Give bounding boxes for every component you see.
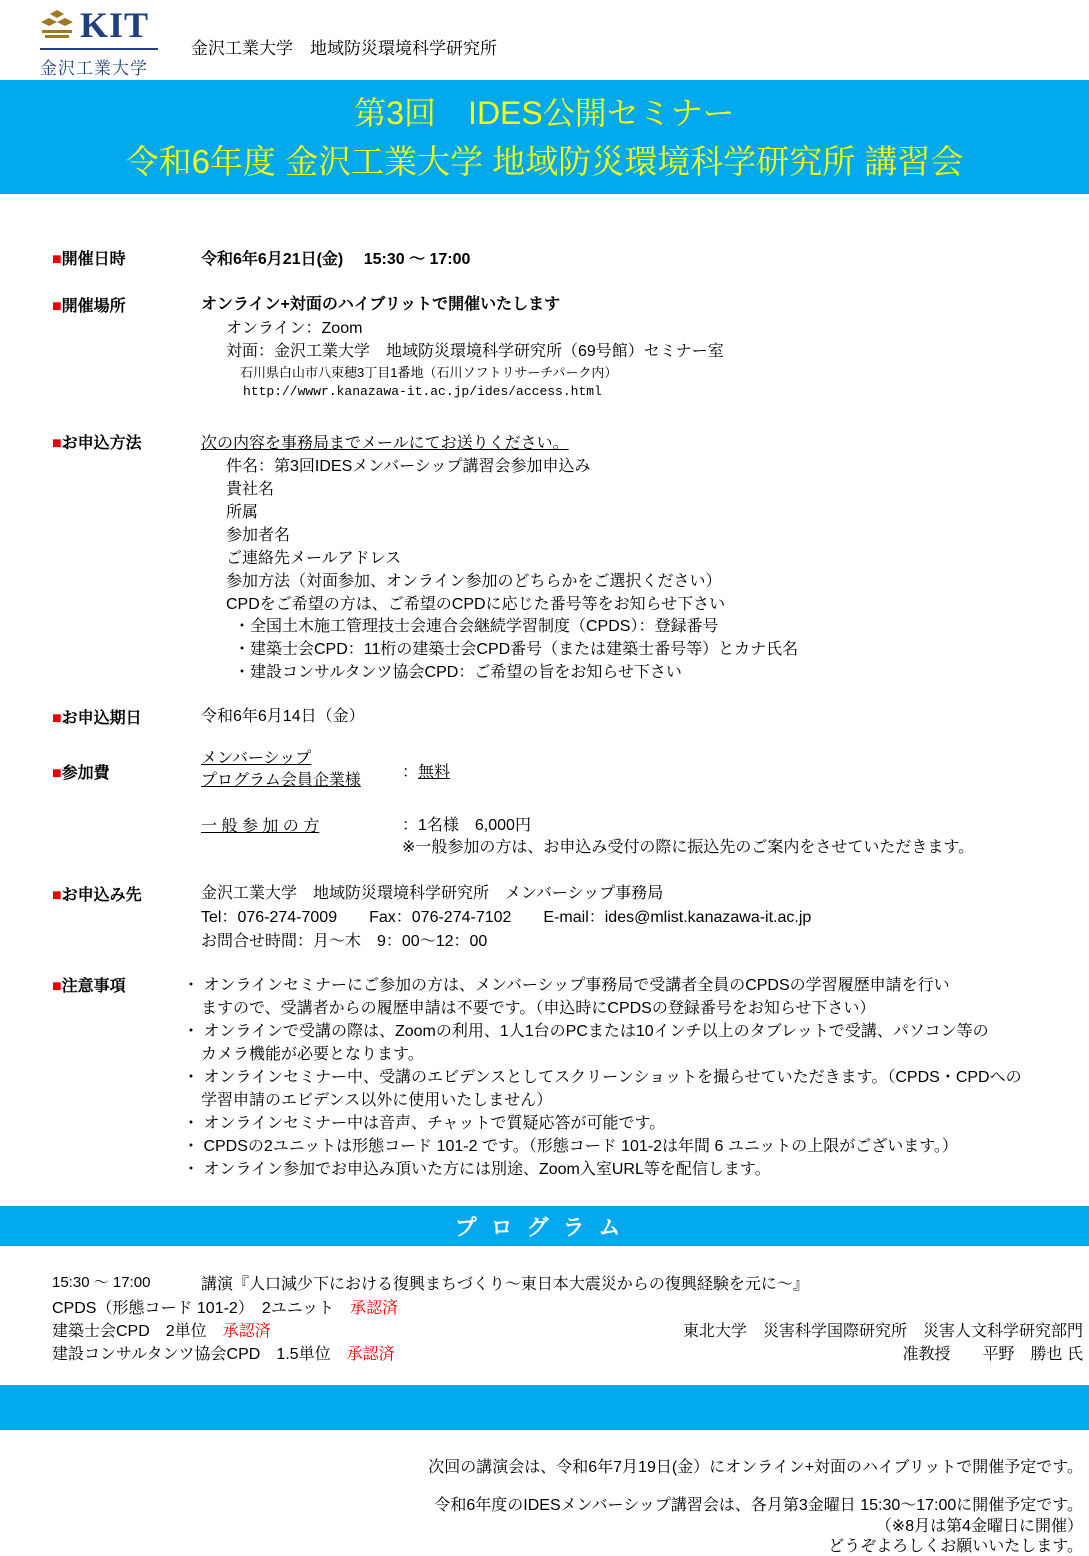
- program-lecture: 講演『人口減少下における復興まちづくり～東日本大震災からの復興経験を元に～』: [201, 1276, 809, 1293]
- note-line: 学習申請のエビデンス以外に使用いたしません）: [201, 1092, 553, 1109]
- cpd-item: ・建築士会CPD：11桁の建築士会CPD番号（または建築士番号等）とカナ氏名: [234, 641, 799, 658]
- note-line: カメラ機能が必要となります。: [201, 1046, 424, 1063]
- program-consul: 建設コンサルタンツ協会CPD 1.5単位 承認済: [52, 1346, 395, 1363]
- apply-item: 件名：第3回IDESメンバーシップ講習会参加申込み: [226, 458, 591, 475]
- fee-general-note: ※一般参加の方は、お申込み受付の際に振込先のご案内をさせていただきます。: [402, 839, 975, 856]
- kit-logo-mark-icon: [40, 10, 74, 40]
- venue-url-link[interactable]: http://wwwr.kanazawa-it.ac.jp/ides/access.html: [243, 384, 602, 399]
- logo-subtitle: 金沢工業大学: [40, 59, 148, 78]
- venue-address: 石川県白山市八束穂3丁目1番地（石川ソフトリサーチパーク内）: [240, 365, 618, 380]
- note-line: ・ オンラインセミナー中は音声、チャットで質疑応答が可能です。: [183, 1115, 666, 1132]
- bottom-banner: [0, 1385, 1089, 1430]
- fee-label: ■参加費: [52, 765, 110, 782]
- note-line: ・ オンラインセミナーにご参加の方は、メンバーシップ事務局で受講者全員のCPDSの学習履歴申請を行い: [183, 977, 950, 994]
- logo-wordmark: KIT: [80, 5, 150, 45]
- deadline-value: 令和6年6月14日（金）: [201, 708, 365, 725]
- apply-item: CPDをご希望の方は、ご希望のCPDに応じた番号等をお知らせ下さい: [226, 596, 726, 613]
- logo-divider: [40, 48, 158, 50]
- contact-line3: お問合せ時間：月～木 9：00～12：00: [201, 933, 488, 950]
- kit-logo: [40, 4, 160, 78]
- approved-badge: 承認済: [346, 1346, 395, 1363]
- cpd-item: ・全国土木施工管理技士会連合会継続学習制度（CPDS）：登録番号: [234, 618, 719, 635]
- apply-intro: 次の内容を事務局までメールにてお送りください。: [201, 435, 569, 452]
- contact-label: ■お申込み先: [52, 887, 142, 904]
- contact-line1: 金沢工業大学 地域防災環境科学研究所 メンバーシップ事務局: [201, 885, 664, 902]
- program-cpds: CPDS（形態コード 101-2） 2ユニット 承認済: [52, 1300, 399, 1317]
- contact-line2: Tel：076-274-7009 Fax：076-274-7102 E-mail：ides@mlist.kanazawa-it.ac.jp: [201, 909, 812, 926]
- deadline-label: ■お申込期日: [52, 710, 142, 727]
- note-line: ・ オンライン参加でお申込み頂いた方には別途、Zoom入室URL等を配信します。: [183, 1161, 771, 1178]
- footer-line3: （※8月は第4金曜日に開催）: [875, 1518, 1083, 1535]
- notes-label: ■注意事項: [52, 978, 126, 995]
- date-label: ■開催日時: [52, 251, 126, 268]
- apply-item: 貴社名: [226, 481, 275, 498]
- venue-online: オンライン：Zoom: [226, 320, 363, 337]
- apply-item: 参加方法（対面参加、オンライン参加のどちらかをご選択ください）: [226, 573, 722, 590]
- org-name: 金沢工業大学 地域防災環境科学研究所: [191, 39, 497, 58]
- approved-badge: 承認済: [350, 1300, 399, 1317]
- note-line: ・ オンラインで受講の際は、Zoomの利用、1人1台のPCまたは10インチ以上のタブレットで受講、パソコン等の: [183, 1023, 989, 1040]
- footer-line1: 次回の講演会は、令和6年7月19日(金）にオンライン+対面のハイブリットで開催予定です。: [428, 1459, 1083, 1476]
- speaker-affiliation: 東北大学 災害科学国際研究所 災害人文科学研究部門: [682, 1323, 1083, 1340]
- apply-item: 所属: [226, 504, 259, 521]
- venue-label: ■開催場所: [52, 298, 126, 315]
- note-line: ・ オンラインセミナー中、受講のエビデンスとしてスクリーンショットを撮らせていただきます。（CPDS・CPDへの: [183, 1069, 1022, 1086]
- program-kenchiku: 建築士会CPD 2単位 承認済: [52, 1323, 271, 1340]
- program-time: 15:30 ～ 17:00: [52, 1274, 151, 1291]
- approved-badge: 承認済: [222, 1323, 271, 1340]
- date-value: 令和6年6月21日(金) 15:30 ～ 17:00: [201, 251, 471, 268]
- banner-title-line2: 令和6年度 金沢工業大学 地域防災環境科学研究所 講習会: [125, 143, 964, 180]
- venue-title: オンライン+対面のハイブリットで開催いたします: [201, 296, 561, 313]
- note-line: ・ CPDSの2ユニットは形態コード 101-2 です。（形態コード 101-2は年間 6 ユニットの上限がございます。）: [183, 1138, 958, 1155]
- program-title: プログラム: [454, 1215, 635, 1240]
- apply-item: 参加者名: [226, 527, 291, 544]
- banner-title-line1: 第3回 IDES公開セミナー: [354, 95, 735, 131]
- fee-general-label: 一 般 参 加 の 方: [201, 818, 320, 835]
- fee-member-value: ：無料: [402, 764, 451, 781]
- venue-inperson: 対面：金沢工業大学 地域防災環境科学研究所（69号館）セミナー室: [226, 343, 724, 360]
- footer-line4: どうぞよろしくお願いいたします。: [828, 1538, 1083, 1555]
- apply-item: ご連絡先メールアドレス: [226, 550, 402, 567]
- cpd-item: ・建設コンサルタンツ協会CPD：ご希望の旨をお知らせ下さい: [234, 664, 682, 681]
- fee-general-value: ：1名様 6,000円: [402, 817, 531, 834]
- fee-member-line2: プログラム会員企業様: [201, 772, 361, 789]
- fee-member-line1: メンバーシップ: [201, 750, 312, 767]
- note-line: ますので、受講者からの履歴申請は不要です。（申込時にCPDSの登録番号をお知らせ下さい）: [201, 1000, 876, 1017]
- speaker-name: 准教授 平野 勝也 氏: [902, 1346, 1083, 1363]
- apply-label: ■お申込方法: [52, 435, 142, 452]
- footer-line2: 令和6年度のIDESメンバーシップ講習会は、各月第3金曜日 15:30～17:00に開催予定です。: [434, 1497, 1083, 1514]
